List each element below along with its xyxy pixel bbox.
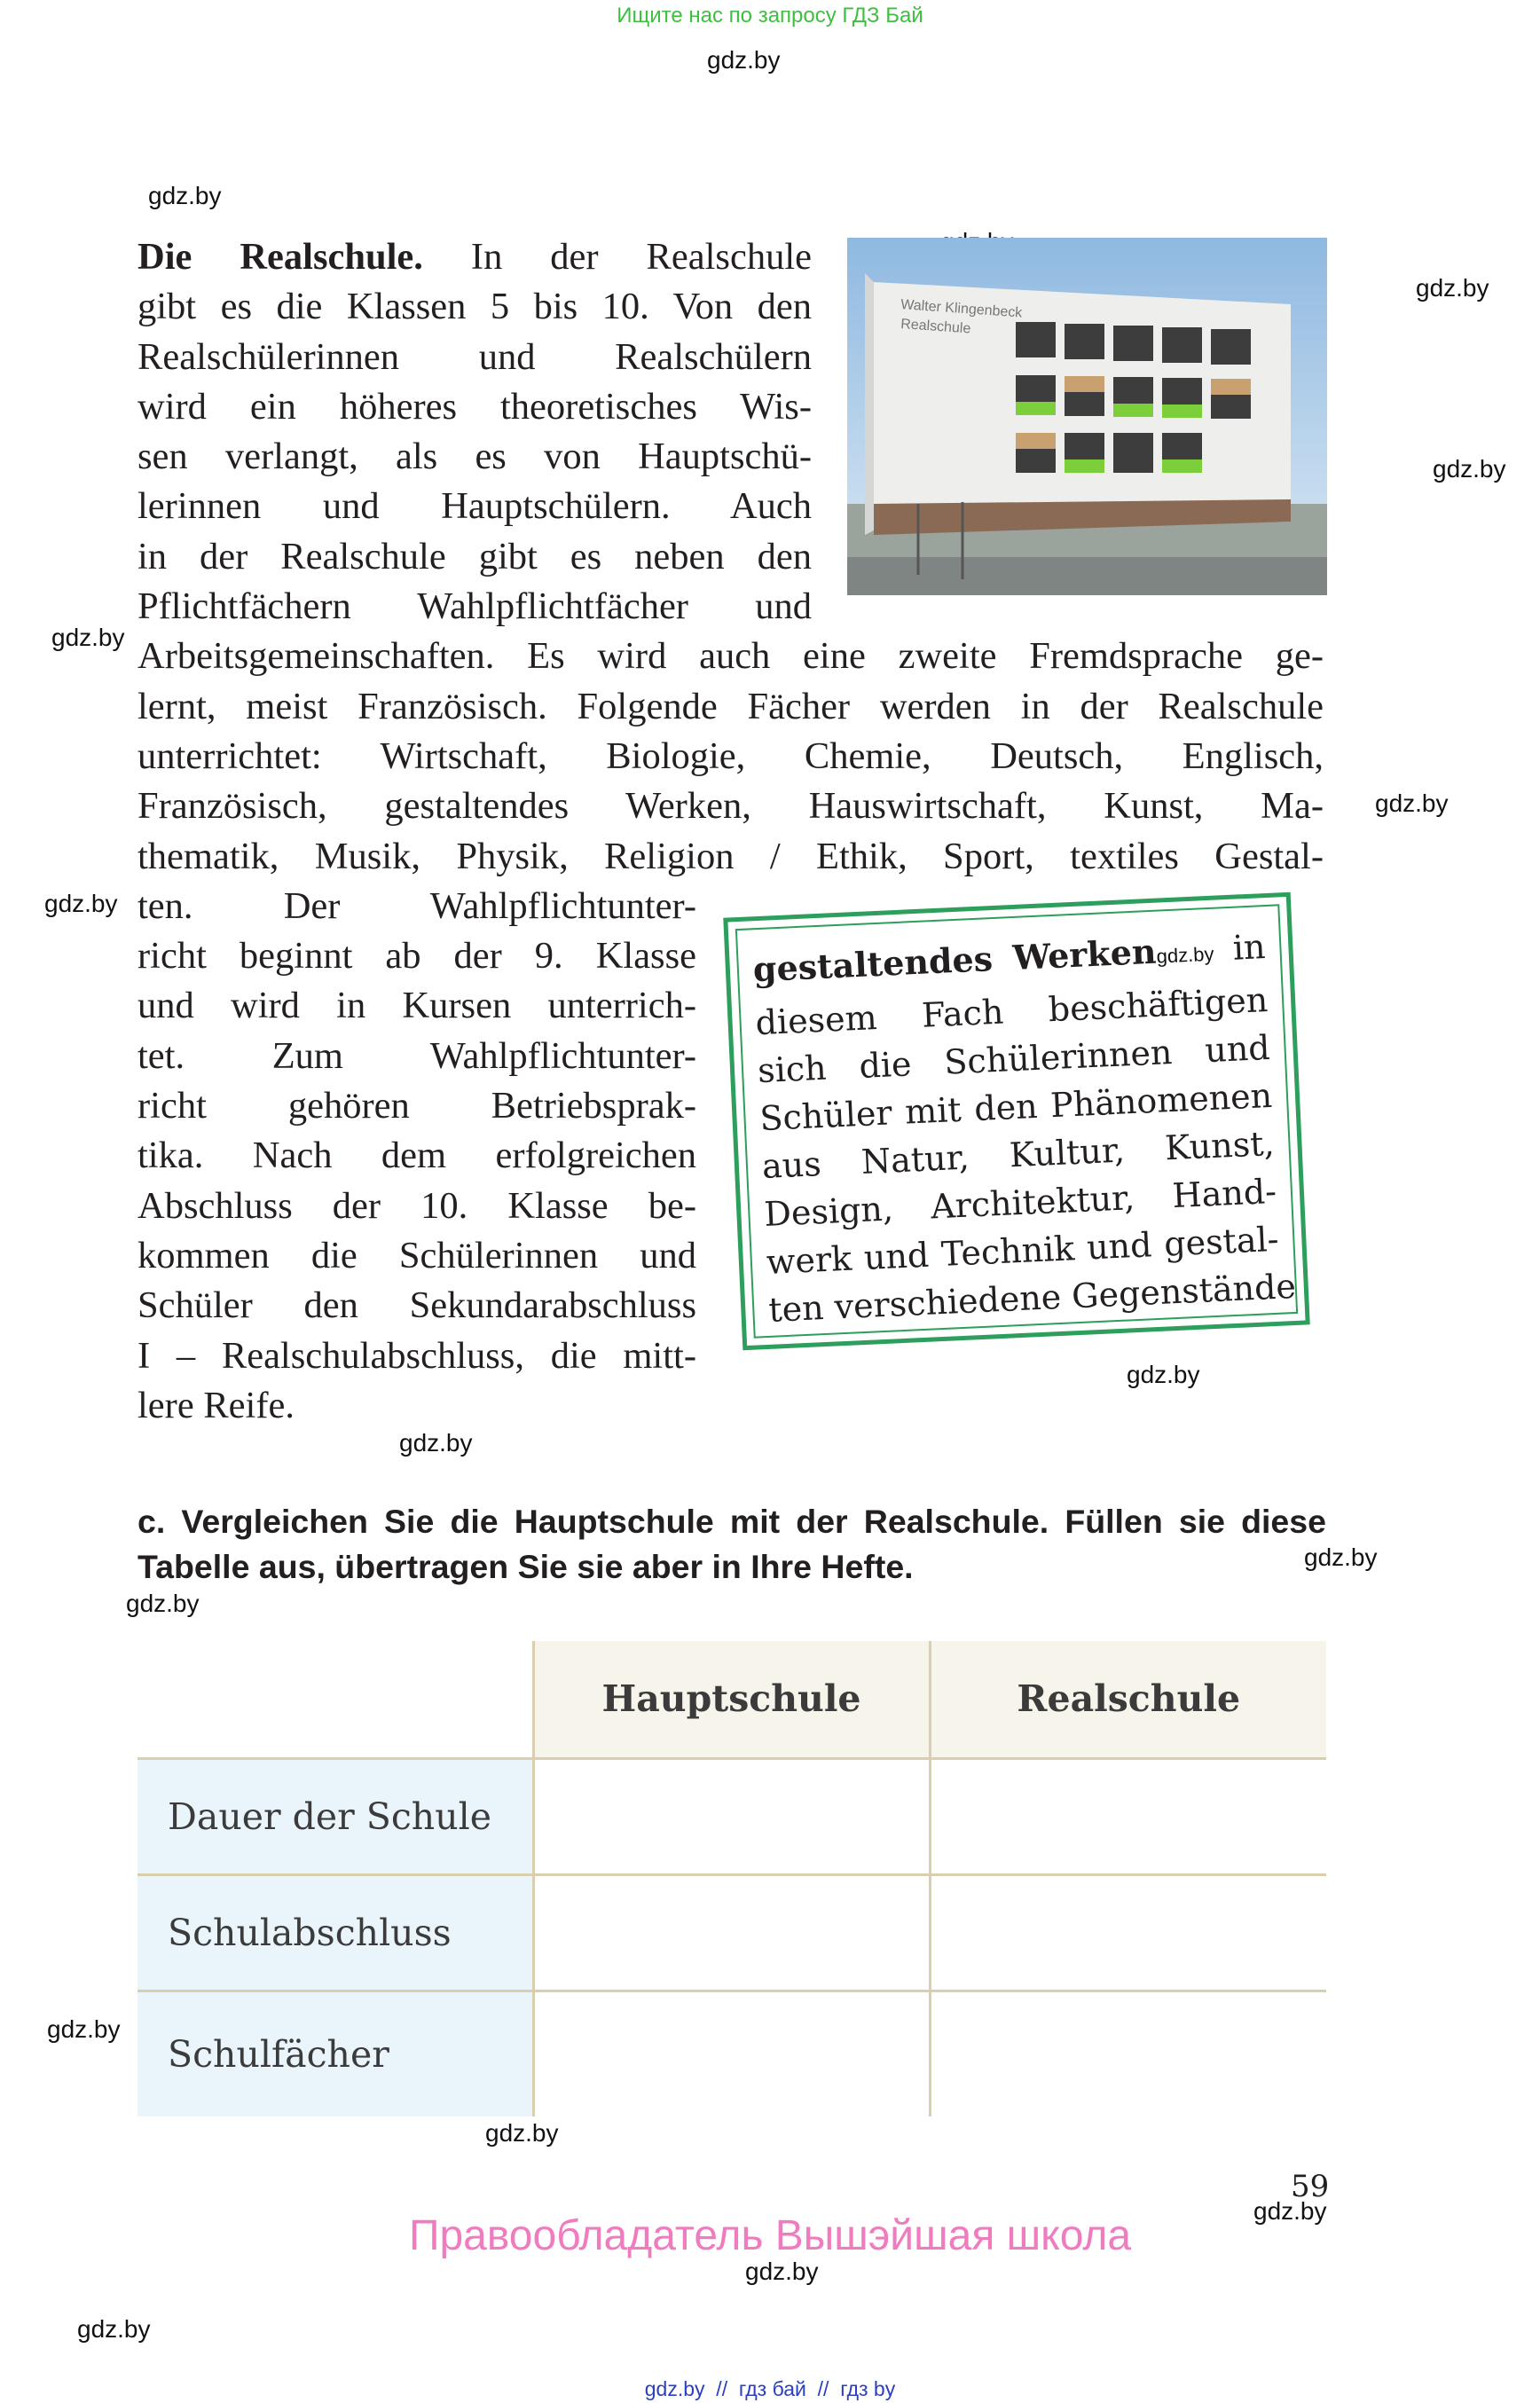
watermark: gdz.by — [1416, 274, 1489, 302]
definition-line: aus Natur, Kultur, Kunst, — [761, 1123, 1276, 1187]
definition-box-inner — [735, 904, 1298, 1338]
watermark: gdz.by — [51, 624, 125, 651]
text-line: tet. Zum Wahlpflichtunter- — [138, 1034, 696, 1077]
text-line: in der Realschule gibt es neben den — [138, 535, 812, 577]
text-line: Die Realschule. In der Realschule — [138, 236, 813, 278]
text-line: und wird in Kursen unterrich- — [138, 985, 696, 1027]
article-heading: Die Realschule. — [138, 236, 423, 278]
text-line: sen verlangt, als es von Hauptschü- — [138, 436, 812, 478]
watermark: gdz.by — [1375, 789, 1449, 817]
table-header-row — [138, 1641, 1326, 1758]
watermark: gdz.by — [126, 1590, 200, 1617]
watermark: gdz.by — [1127, 1361, 1200, 1388]
photo-sign-line1: Walter Klingenbeck — [900, 297, 1023, 321]
definition-term: gestaltendes Werken — [751, 931, 1158, 990]
watermark: gdz.by — [399, 1429, 473, 1457]
table-cell[interactable] — [533, 1991, 930, 2116]
text-line: unterrichtet: Wirtschaft, Biologie, Chemie, Deutsch, Englisch, — [138, 734, 1324, 777]
text-line: Arbeitsgemeinschaften. Es wird auch eine zweite Fremdsprache ge- — [138, 635, 1324, 678]
table-row — [138, 1874, 1326, 1991]
column-header: Realschule — [930, 1641, 1326, 1758]
text-line: richt gehören Betriebsprak- — [138, 1085, 696, 1127]
photo-sign-line2: Realschule — [900, 317, 971, 337]
watermark: gdz.by — [1253, 2197, 1327, 2225]
text-line: Realschülerinnen und Realschülern — [138, 335, 812, 378]
text-line: I – Realschulabschluss, die mitt- — [138, 1334, 696, 1377]
watermark: gdz.by — [77, 2315, 151, 2343]
column-header: Hauptschule — [533, 1641, 930, 1758]
watermark: gdz.by — [1156, 942, 1214, 968]
watermark: gdz.by — [1304, 1543, 1378, 1571]
row-label: Dauer der Schule — [138, 1758, 533, 1874]
definition-line: ten verschiedene Gegenstände — [767, 1266, 1297, 1330]
definition-line: Design, Architektur, Hand- — [763, 1171, 1277, 1234]
watermark: gdz.by — [148, 182, 222, 209]
text-line: lere Reife. — [138, 1384, 295, 1426]
table-row — [138, 1991, 1326, 2116]
definition-box — [723, 892, 1309, 1351]
watermark: gdz.by — [44, 890, 118, 917]
text-line: lerinnen und Hauptschülern. Auch — [138, 485, 812, 528]
text-line: richt beginnt ab der 9. Klasse — [138, 935, 696, 978]
table-corner — [138, 1641, 533, 1758]
text-line: gibt es die Klassen 5 bis 10. Von den — [138, 286, 812, 328]
definition-line: sich die Schülerinnen und — [757, 1027, 1271, 1091]
text-line: Abschluss der 10. Klasse be- — [138, 1184, 696, 1227]
footer-links[interactable]: gdz.by // гдз бай // гдз by — [644, 2377, 896, 2400]
text-line: tika. Nach dem erfolgreichen — [138, 1135, 696, 1177]
watermark: gdz.by — [1433, 455, 1506, 483]
page-number: 59 — [1291, 2169, 1330, 2204]
text-line: lernt, meist Französisch. Folgende Fächer werden in der Realschule — [138, 685, 1324, 727]
text-line: Pflichtfächern Wahlpflichtfächer und — [138, 585, 812, 628]
table-cell[interactable] — [533, 1874, 930, 1991]
top-banner[interactable]: Ищите нас по запросу ГДЗ Бай — [617, 4, 923, 27]
definition-line: werk und Technik und gestal- — [765, 1219, 1280, 1282]
watermark: gdz.by — [47, 2015, 121, 2043]
definition-line: Schüler mit den Phänomenen — [758, 1075, 1273, 1139]
table-cell[interactable] — [533, 1758, 930, 1874]
table-row — [138, 1758, 1326, 1874]
watermark: gdz.by — [485, 2119, 559, 2147]
text-line: wird ein höheres theoretisches Wis- — [138, 385, 812, 428]
text-line: Schüler den Sekundarabschluss — [138, 1284, 696, 1327]
task-instruction: c. Vergleichen Sie die Hauptschule mit der Realschule. Füllen sie diese Tabelle aus, übertragen Sie sie aber in Ihre Hefte. — [138, 1503, 1326, 1585]
watermark: gdz.by — [745, 2258, 819, 2285]
table-cell[interactable] — [930, 1874, 1326, 1991]
table-cell[interactable] — [930, 1991, 1326, 2116]
comparison-table — [138, 1641, 1326, 2116]
watermark: gdz.by — [707, 46, 781, 74]
text-line: Französisch, gestaltendes Werken, Hauswirtschaft, Kunst, Ma- — [138, 785, 1324, 828]
text-line: kommen die Schülerinnen und — [138, 1234, 696, 1276]
text-line: ten. Der Wahlpflichtunter- — [138, 884, 696, 927]
definition-line: diesem Fach beschäftigen — [754, 980, 1269, 1043]
row-label: Schulfächer — [138, 1991, 533, 2116]
definition-first-line: gestaltendes Werkengdz.by in — [751, 927, 1267, 990]
rights-holder: Правообладатель Вышэйшая школа — [408, 2212, 1132, 2259]
table-cell[interactable] — [930, 1758, 1326, 1874]
text-line: thematik, Musik, Physik, Religion / Ethik, Sport, textiles Gestal- — [138, 835, 1324, 877]
row-label: Schulabschluss — [138, 1874, 533, 1991]
